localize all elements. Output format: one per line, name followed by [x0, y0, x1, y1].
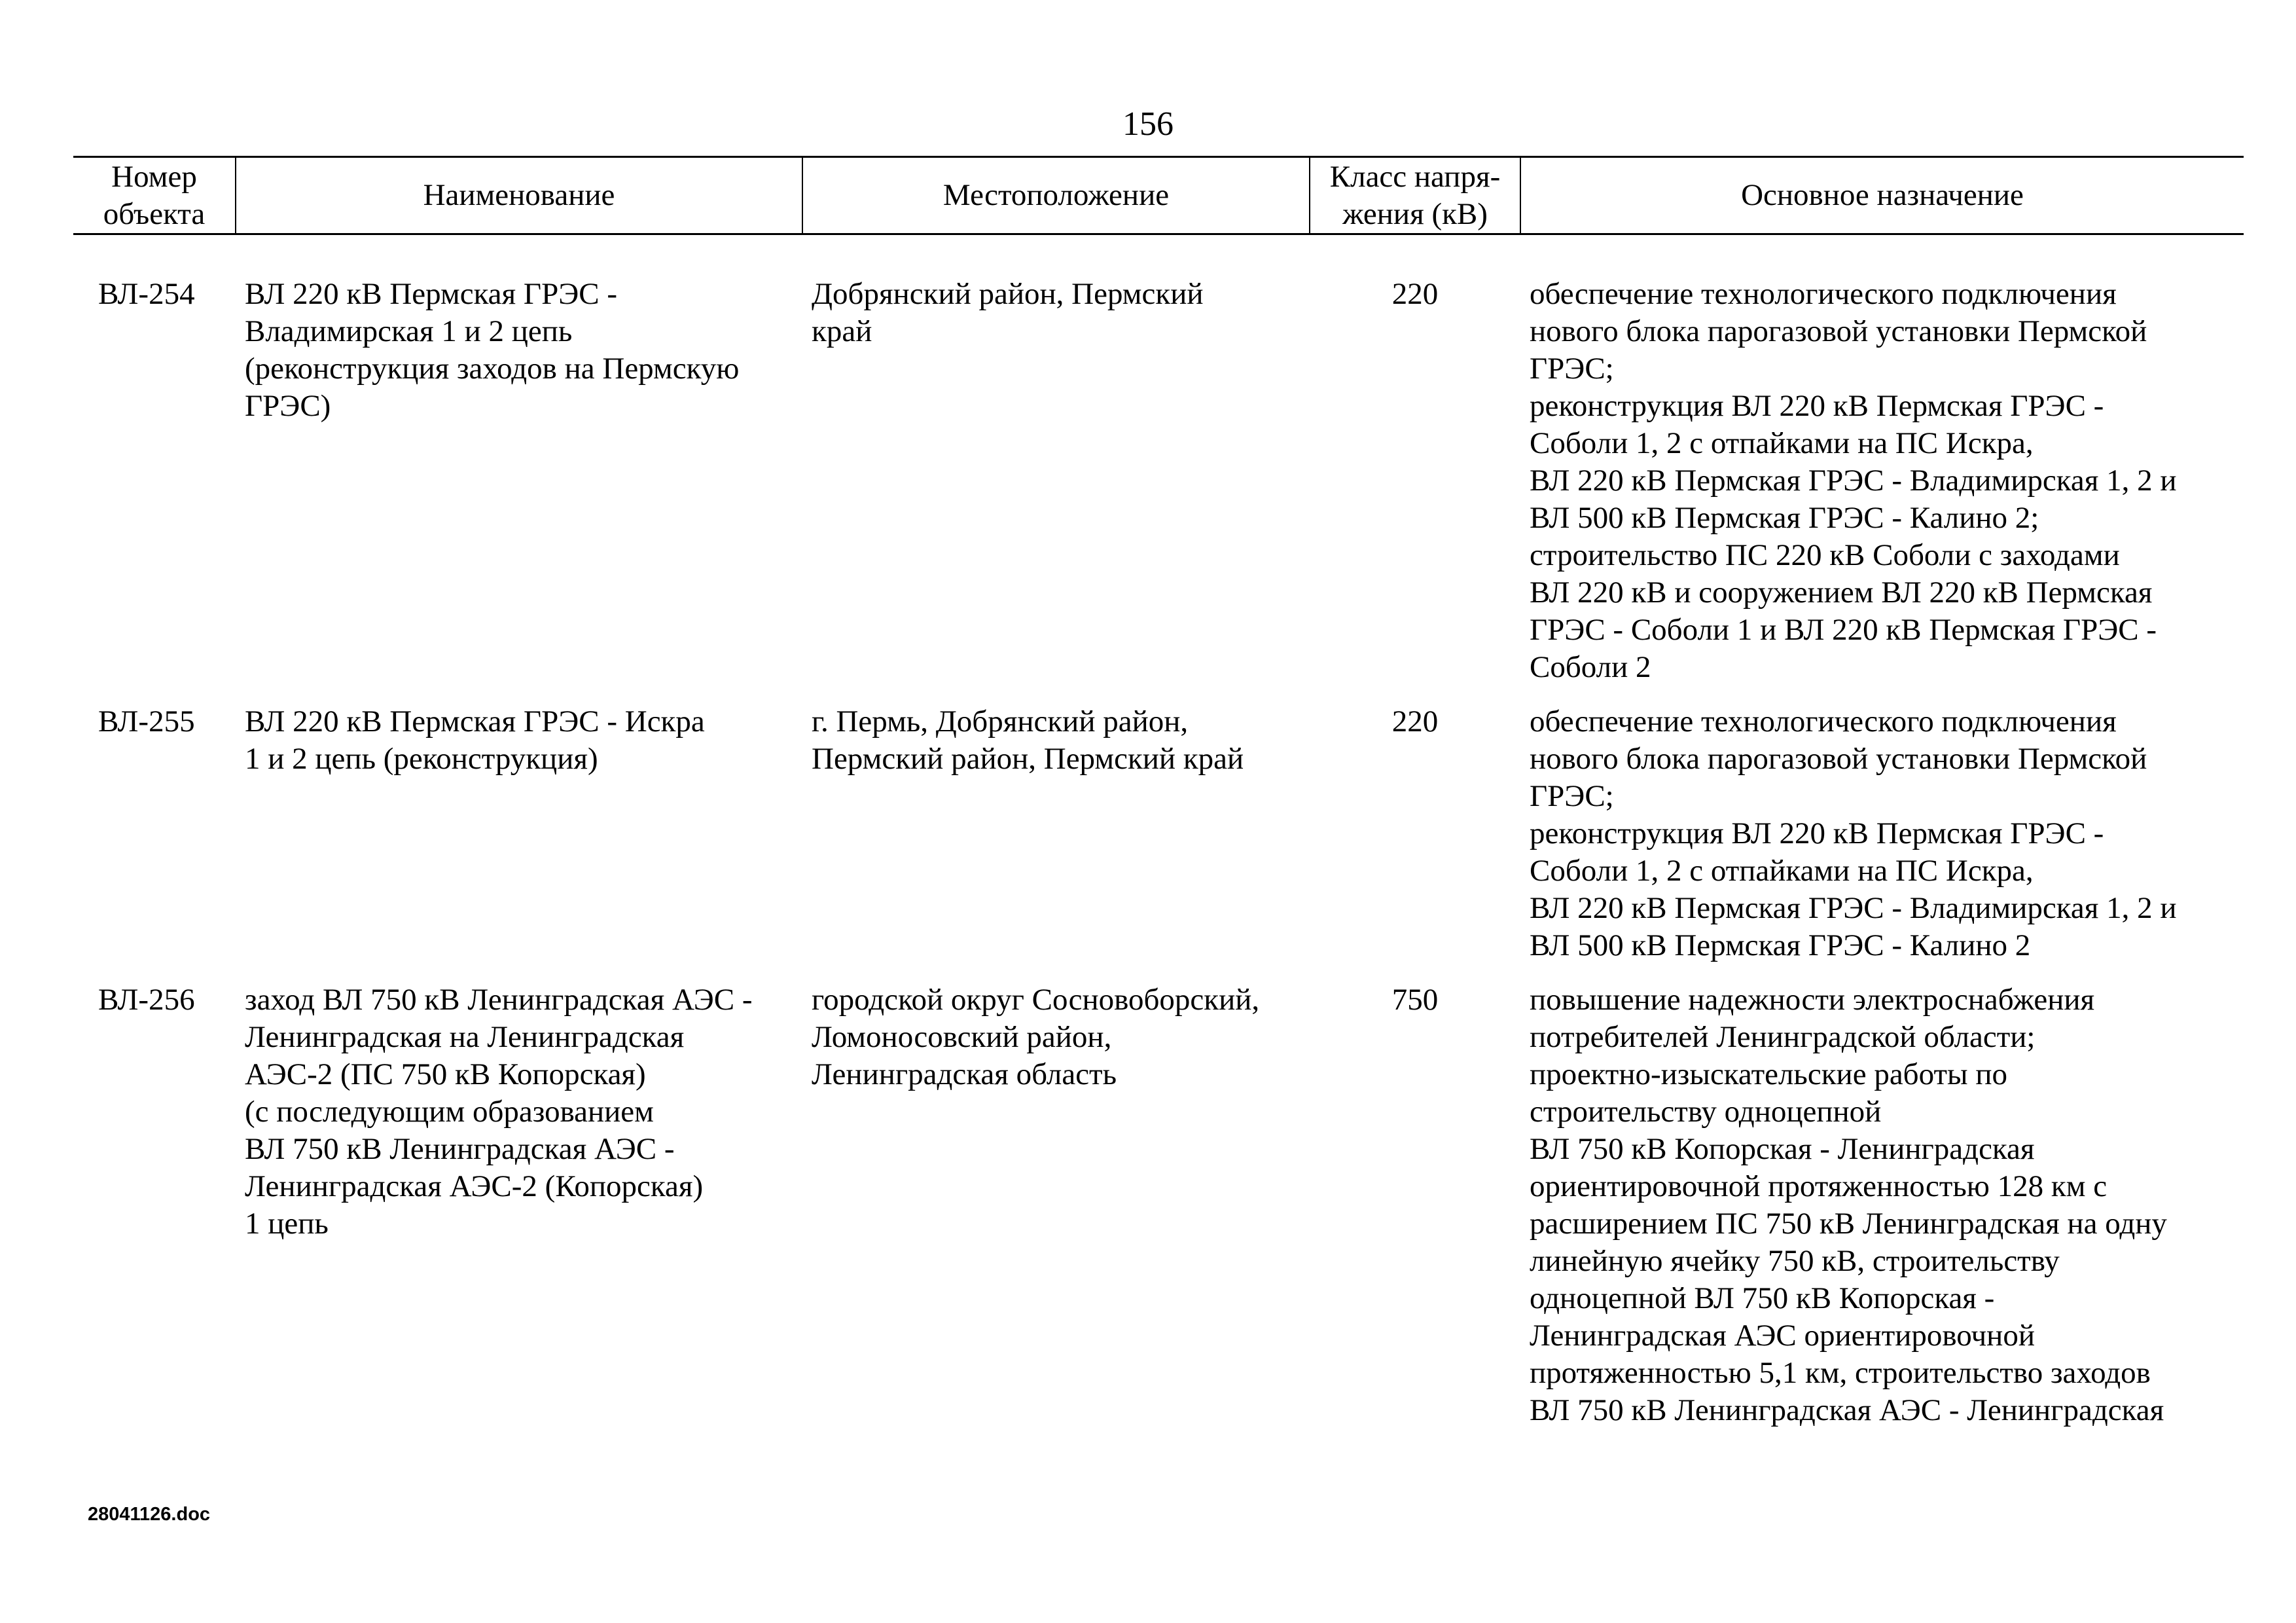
object-name-line: 1 и 2 цепь (реконструкция)	[245, 742, 598, 776]
voltage-class-cell: 220	[1391, 704, 1439, 739]
voltage-class-cell: 220	[1391, 277, 1439, 311]
purpose-line: ГРЭС;	[1530, 779, 1614, 813]
header-number-line-1: Номер	[111, 159, 197, 194]
object-location-line: Пермский район, Пермский край	[812, 742, 1244, 776]
purpose-cell	[1520, 981, 2244, 1446]
table-row	[73, 276, 2244, 703]
object-name-cell	[236, 981, 802, 1446]
object-location-line: Ломоносовский район,	[812, 1020, 1112, 1054]
header-number	[73, 157, 236, 234]
purpose-line: нового блока парогазовой установки Пермской	[1530, 742, 2147, 776]
purpose-line: повышение надежности электроснабжения	[1530, 983, 2095, 1017]
object-name-line: Владимирская 1 и 2 цепь	[245, 314, 573, 348]
object-name-line: Ленинградская АЭС-2 (Копорская)	[245, 1169, 704, 1203]
header-location: Местоположение	[802, 157, 1310, 234]
object-name-line: ВЛ 750 кВ Ленинградская АЭС -	[245, 1132, 675, 1166]
voltage-class-cell: 750	[1391, 983, 1439, 1017]
object-location-cell	[802, 703, 1310, 981]
purpose-line: проектно-изыскательские работы по	[1530, 1057, 2007, 1091]
document-filename: 28041126.doc	[88, 1504, 211, 1525]
purpose-line: Соболи 1, 2 с отпайками на ПС Искра,	[1530, 426, 2034, 460]
purpose-line: реконструкция ВЛ 220 кВ Пермская ГРЭС -	[1530, 816, 2104, 850]
objects-table	[73, 156, 2244, 1446]
purpose-line: расширением ПС 750 кВ Ленинградская на одну	[1530, 1207, 2167, 1241]
header-spacer	[73, 234, 2244, 276]
object-number-cell: ВЛ-255	[98, 704, 195, 739]
purpose-line: Соболи 1, 2 с отпайками на ПС Искра,	[1530, 854, 2034, 888]
table-row	[73, 703, 2244, 981]
purpose-line: потребителей Ленинградской области;	[1530, 1020, 2036, 1054]
object-name-cell	[236, 276, 802, 703]
object-location-line: Ленинградская область	[812, 1057, 1117, 1091]
object-location-line: Добрянский район, Пермский	[812, 277, 1204, 311]
purpose-line: Соболи 2	[1530, 650, 1651, 684]
purpose-line: ВЛ 220 кВ и сооружением ВЛ 220 кВ Пермская	[1530, 575, 2153, 610]
object-name-cell	[236, 703, 802, 981]
purpose-line: ВЛ 500 кВ Пермская ГРЭС - Калино 2;	[1530, 501, 2039, 535]
purpose-line: протяженностью 5,1 км, строительство заходов	[1530, 1356, 2151, 1390]
purpose-line: ГРЭС;	[1530, 352, 1614, 386]
object-name-line: заход ВЛ 750 кВ Ленинградская АЭС -	[245, 983, 753, 1017]
object-location-line: городской округ Сосновоборский,	[812, 983, 1260, 1017]
table-row	[73, 981, 2244, 1446]
object-name-line: 1 цепь	[245, 1207, 329, 1241]
header-voltage	[1310, 157, 1520, 234]
purpose-line: ВЛ 750 кВ Ленинградская АЭС - Ленинградская	[1530, 1393, 2164, 1427]
header-name: Наименование	[236, 157, 802, 234]
header-voltage-line-1: Класс напря-	[1329, 159, 1501, 194]
header-voltage-line-2: жения (кВ)	[1342, 196, 1488, 231]
object-name-line: АЭС-2 (ПС 750 кВ Копорская)	[245, 1057, 646, 1091]
object-name-line: ВЛ 220 кВ Пермская ГРЭС -	[245, 277, 618, 311]
object-number-cell: ВЛ-256	[98, 983, 195, 1017]
purpose-cell	[1520, 703, 2244, 981]
header-purpose: Основное назначение	[1520, 157, 2244, 234]
purpose-line: ВЛ 750 кВ Копорская - Ленинградская	[1530, 1132, 2035, 1166]
purpose-line: ВЛ 220 кВ Пермская ГРЭС - Владимирская 1, 2 и	[1530, 464, 2177, 498]
purpose-line: нового блока парогазовой установки Пермской	[1530, 314, 2147, 348]
table-header-row	[73, 157, 2244, 234]
purpose-line: ГРЭС - Соболи 1 и ВЛ 220 кВ Пермская ГРЭС -	[1530, 613, 2157, 647]
purpose-line: строительству одноцепной	[1530, 1095, 1882, 1129]
purpose-line: одноцепной ВЛ 750 кВ Копорская -	[1530, 1281, 1995, 1315]
page-number: 156	[1122, 105, 1174, 143]
purpose-line: реконструкция ВЛ 220 кВ Пермская ГРЭС -	[1530, 389, 2104, 423]
purpose-line: ВЛ 500 кВ Пермская ГРЭС - Калино 2	[1530, 928, 2031, 962]
object-number-cell: ВЛ-254	[98, 277, 195, 311]
purpose-line: строительство ПС 220 кВ Соболи с заходами	[1530, 538, 2120, 572]
header-number-line-2: объекта	[103, 196, 206, 231]
object-name-line: ГРЭС)	[245, 389, 331, 423]
object-location-cell	[802, 276, 1310, 703]
object-name-line: (реконструкция заходов на Пермскую	[245, 352, 740, 386]
purpose-line: обеспечение технологического подключения	[1530, 704, 2117, 739]
object-name-line: ВЛ 220 кВ Пермская ГРЭС - Искра	[245, 704, 705, 739]
purpose-line: линейную ячейку 750 кВ, строительству	[1530, 1244, 2060, 1278]
purpose-line: ВЛ 220 кВ Пермская ГРЭС - Владимирская 1, 2 и	[1530, 891, 2177, 925]
object-name-line: Ленинградская на Ленинградская	[245, 1020, 685, 1054]
purpose-line: обеспечение технологического подключения	[1530, 277, 2117, 311]
purpose-line: Ленинградская АЭС ориентировочной	[1530, 1319, 2035, 1353]
object-name-line: (с последующим образованием	[245, 1095, 654, 1129]
object-location-line: край	[812, 314, 872, 348]
object-location-cell	[802, 981, 1310, 1446]
purpose-cell	[1520, 276, 2244, 703]
object-location-line: г. Пермь, Добрянский район,	[812, 704, 1189, 739]
purpose-line: ориентировочной протяженностью 128 км с	[1530, 1169, 2108, 1203]
